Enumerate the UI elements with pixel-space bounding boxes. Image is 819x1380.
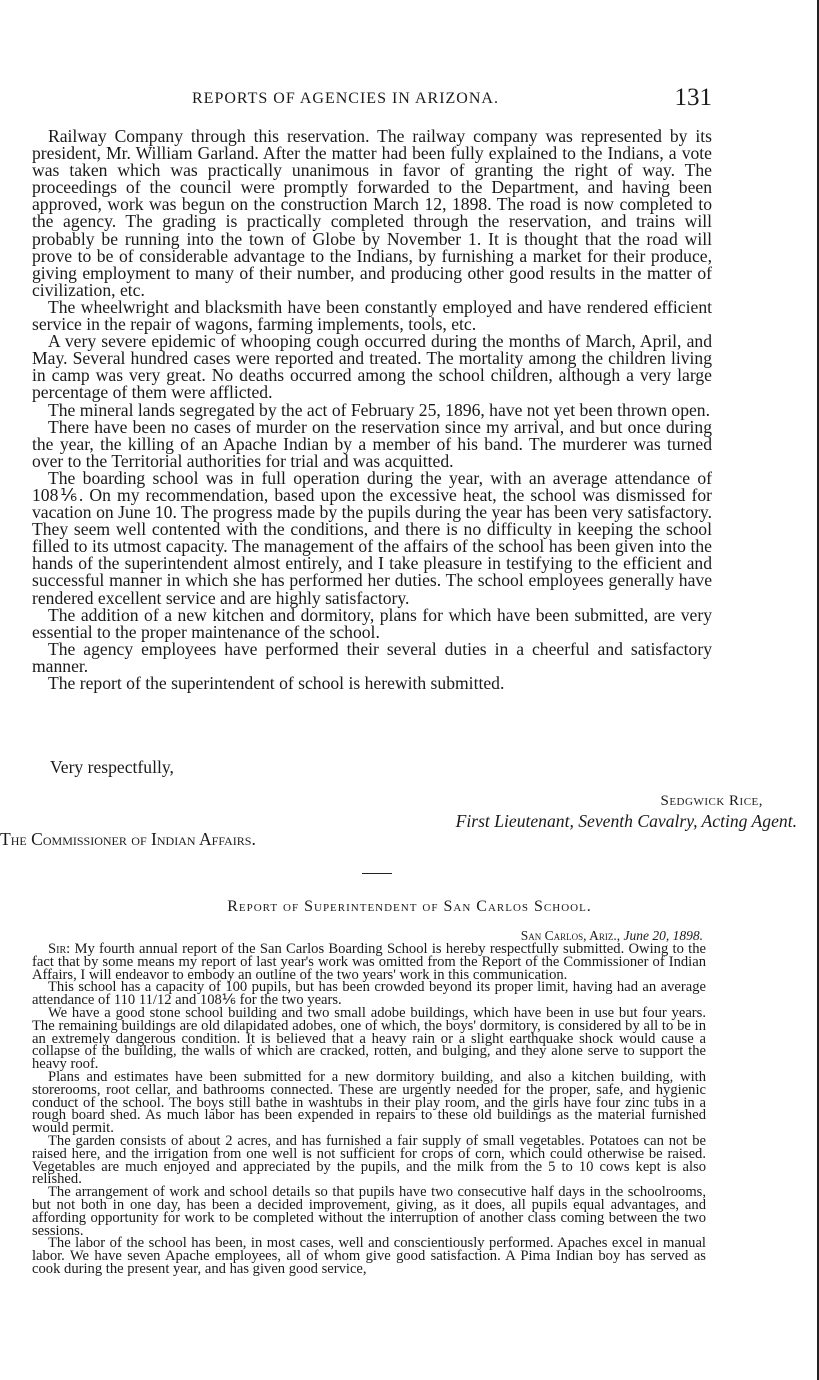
report-paragraph [32,943,706,981]
addressee: The Commissioner of Indian Affairs. [0,829,256,849]
body-paragraph: The report of the superintendent of school is herewith submitted. [48,673,505,693]
salutation: Sir: [48,941,71,957]
signer-title: First Lieutenant, Seventh Cavalry, Acting Agent. [455,811,797,831]
report-paragraph-text: My fourth annual report of the San Carlos Boarding School is hereby respectfully submitted. Owing to the fact that by some means my report of last year's work was omitted from the Report of the Commissioner of Indian Affairs, I will endeavor to embody an outline of the two years' work in this communication. [32,941,706,983]
dateline-place: San Carlos, Ariz., [520,928,621,943]
running-title: REPORTS OF AGENCIES IN ARIZONA. [192,90,499,107]
page-header [32,86,712,118]
report-title: Report of Superintendent of San Carlos School. [227,898,592,915]
body-paragraph: The mineral lands segregated by the act of February 25, 1896, have not yet been thrown open. [48,399,710,420]
signer-name: Sedgwick Rice, [660,793,763,809]
body-paragraph: A very severe epidemic of whooping cough occurred during the months of March, April, and May. Several hundred cases were reported and treated. The mortality among the children living in camp was very great. No deaths occurred among the school children, although a very large percentage of them were afflicted. [32,331,712,403]
report-paragraph: This school has a capacity of 100 pupils, but has been crowded beyond its proper limit, having had an average attendance of 110 11/12 and 108⅙ for the two years. [32,979,706,1009]
body-paragraph: There have been no cases of murder on the reservation since my arrival, and but once during the year, the killing of an Apache Indian by a member of his band. The murderer was turned over to the Territorial authorities for trial and was acquitted. [32,416,712,471]
dateline-date: June 20, 1898. [623,928,703,943]
report-paragraph: The arrangement of work and school details so that pupils have two consecutive half days in the schoolrooms, but not both in one day, has been a decided improvement, giving, as it does, all pupils equal advantages, and affording opportunity for work to be completed without the interruption of another class coming between the two sessions. [32,1184,706,1239]
closing-phrase: Very respectfully, [50,757,174,777]
body-paragraph: The wheelwright and blacksmith have been constantly employed and have rendered efficient service in the repair of wagons, farming implements, tools, etc. [32,296,712,335]
report-paragraph: Plans and estimates have been submitted for a new dormitory building, and also a kitchen building, with storerooms, root cellar, and bathrooms connected. These are urgently needed for the proper, safe, and hygienic conduct of the school. The boys still bathe in washtubs in their play room, and the girls have four zinc tubs in a rough board shed. As much labor has been expended in repairs to these old buildings as the material furnished would permit. [32,1068,706,1137]
report-paragraph: The garden consists of about 2 acres, and has furnished a fair supply of small vegetables. Potatoes can not be raised here, and the irrigation from one well is not sufficient for crops of corn, which could otherwise be raised. Vegetables are much enjoyed and appreciated by the pupils, and the milk from the 5 to 10 cows kept is also relished. [32,1132,706,1188]
report-paragraph: The labor of the school has been, in most cases, well and conscientiously performed. Apaches excel in manual labor. We have seven Apache employees, all of whom give good satisfaction. A Pima Indian boy has served as cook during the present year, and has given good service, [32,1235,706,1277]
school-report-body [32,943,706,1276]
body-paragraph: The addition of a new kitchen and dormitory, plans for which have been submitted, are very essential to the proper maintenance of the school. [32,604,712,642]
body-paragraph: The agency employees have performed their several duties in a cheerful and satisfactory manner. [32,638,712,676]
agency-report-body [32,128,712,692]
body-paragraph: Railway Company through this reservation. The railway company was represented by its president, Mr. William Garland. After the matter had been fully explained to the Indians, a vote was taken which was practically unanimous in favor of granting the right of way. The proceedings of the council were promptly forwarded to the Department, and having been approved, work was begun on the construction March 12, 1898. The road is now completed to the agency. The grading is practically completed through the reservation, and trains will probably be running into the town of Globe by November 1. It is thought that the road will prove to be of considerable advantage to the Indians, by furnishing a market for their produce, giving employment to many of their number, and producing other good results in the matter of civilization, etc. [32,126,712,300]
body-paragraph: The boarding school was in full operation during the year, with an average attendance of 108⅙. On my recommendation, based upon the excessive heat, the school was dismissed for vacation on June 10. The progress made by the pupils during the year has been very satisfactory. They seem well contented with the conditions, and there is no difficulty in keeping the school filled to its utmost capacity. The management of the affairs of the school has been given into the hands of the superintendent almost entirely, and I take pleasure in testifying to the efficient and successful manner in which she has performed her duties. The school employees generally have rendered excellent service and are highly satisfactory. [32,467,712,608]
page-number: 131 [674,84,712,111]
section-divider [362,873,392,874]
report-paragraph: We have a good stone school building and two small adobe buildings, which have been in use but four years. The remaining buildings are old dilapidated adobes, one of which, the boys' dormitory, is considered by all to be in an extremely dangerous condition. It is believed that a heavy rain or a slight earthquake shock would cause a collapse of the building, the walls of which are cracked, rotten, and bulging, and they alone serve to support the heavy roof. [32,1004,706,1073]
